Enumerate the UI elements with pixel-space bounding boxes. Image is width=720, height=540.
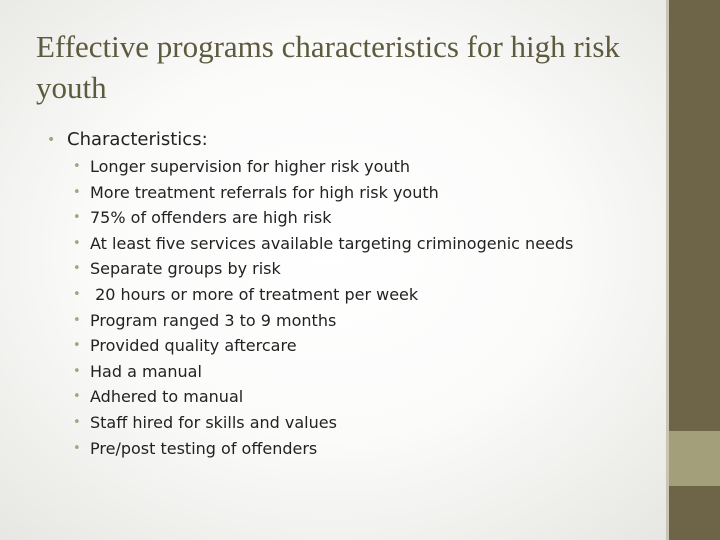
bullet-item (0, 231, 660, 257)
bullet-icon: • (73, 235, 81, 251)
bullet-item-text: Had a manual (90, 361, 202, 381)
bullet-list (0, 154, 660, 461)
bullet-icon: • (47, 132, 56, 148)
bullet-icon: • (73, 184, 81, 200)
bullet-item-text: Provided quality aftercare (90, 336, 297, 356)
bullet-item (0, 180, 660, 206)
bullet-item (0, 205, 660, 231)
bullet-item-text: Longer supervision for higher risk youth (90, 157, 410, 176)
bullet-item (0, 154, 660, 180)
bullet-icon: • (73, 338, 81, 354)
bullet-item (0, 359, 660, 385)
side-accent-block (669, 431, 720, 486)
slide-content (0, 127, 660, 461)
bullet-icon: • (73, 440, 81, 456)
bullet-item (0, 256, 660, 282)
bullet-item-text: Staff hired for skills and values (90, 412, 337, 432)
bullet-icon: • (73, 210, 81, 226)
bullet-heading-text: Characteristics: (67, 129, 208, 150)
bullet-item (0, 308, 660, 334)
bullet-item-text: Adhered to manual (90, 387, 244, 407)
bullet-item-text: More treatment referrals for high risk youth (90, 182, 439, 202)
bullet-item-text: 20 hours or more of treatment per week (90, 284, 419, 304)
bullet-icon: • (73, 312, 81, 328)
bullet-icon: • (73, 414, 81, 430)
bullet-icon: • (73, 159, 81, 174)
bullet-item (0, 384, 660, 410)
slide-title: Effective programs characteristics for high risk youth (36, 29, 620, 105)
bullet-item (0, 436, 660, 462)
bullet-item-text: Separate groups by risk (90, 259, 281, 279)
bullet-item (0, 333, 660, 359)
bullet-icon: • (73, 389, 81, 405)
bullet-icon: • (73, 363, 81, 379)
bullet-item (0, 282, 660, 308)
bullet-item-text: Program ranged 3 to 9 months (90, 310, 337, 330)
bullet-item (0, 410, 660, 436)
bullet-item-text: Pre/post testing of offenders (90, 438, 318, 458)
bullet-icon: • (73, 261, 81, 277)
bullet-item-text: At least five services available targeting criminogenic needs (90, 233, 574, 253)
bullet-item-text: 75% of offenders are high risk (90, 208, 332, 228)
bullet-heading (0, 127, 660, 153)
bullet-icon: • (73, 286, 81, 302)
